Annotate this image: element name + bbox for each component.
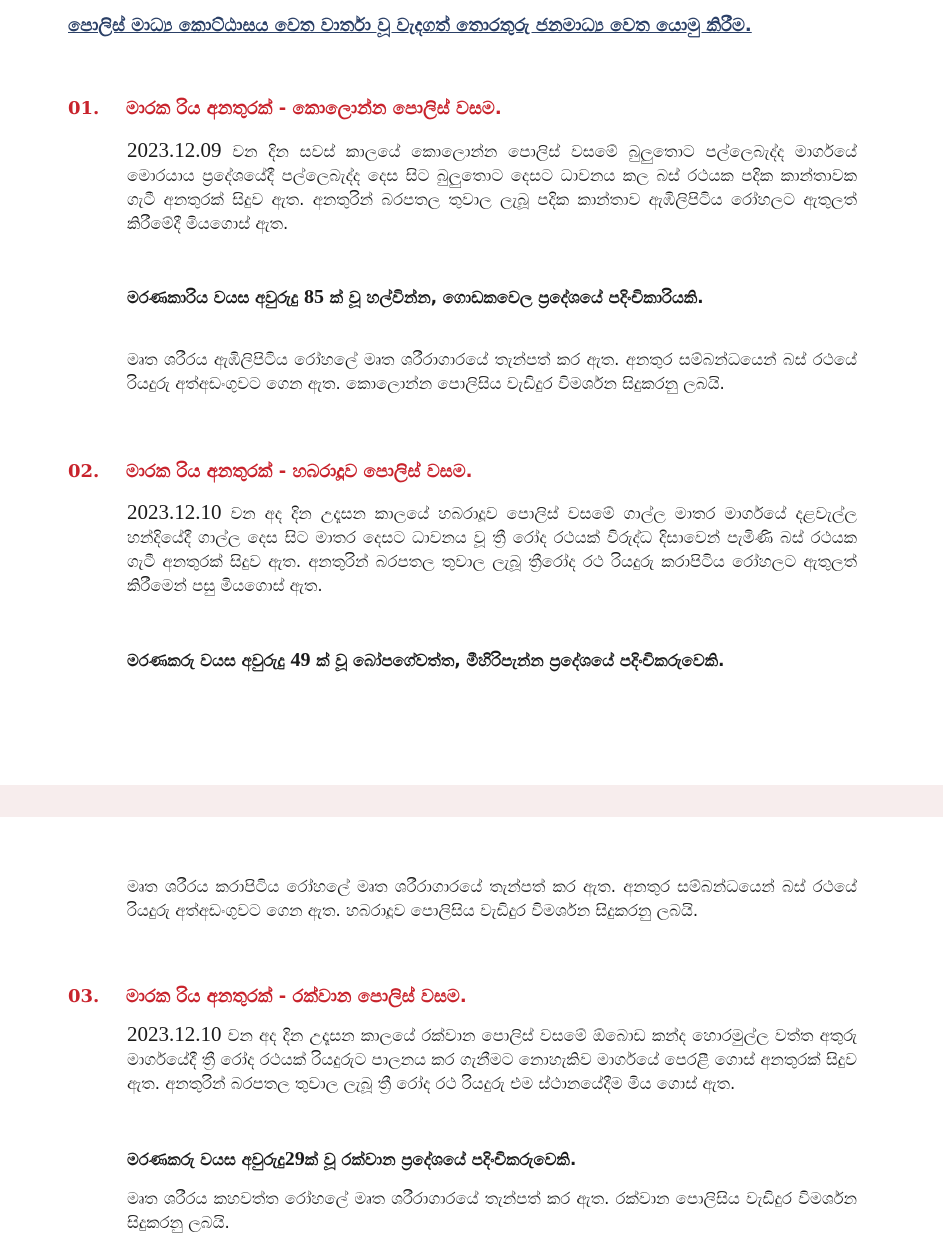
section-3-victim xyxy=(127,1147,857,1172)
section-1-victim xyxy=(127,285,857,310)
section-3-victim-age: 29 xyxy=(284,1148,305,1170)
section-1-number: 01. xyxy=(68,98,100,119)
page-break xyxy=(0,785,943,817)
section-2-victim-prefix: මරණකරු වයස අවුරුදු xyxy=(127,651,285,670)
section-1-event xyxy=(127,138,857,236)
section-2-victim xyxy=(127,648,857,673)
section-2-number: 02. xyxy=(68,461,100,482)
section-3-victim-prefix: මරණකරු වයස අවුරුදු xyxy=(127,1150,285,1169)
section-1-date: 2023.12.09 xyxy=(127,138,222,162)
section-3-event-text: වන අද දින උදෑසන කාලයේ රක්වාන පොලිස් වසමේ ඕබොඩ කන්ද හොරමුල්ල වත්ත අතුරු මාර්ගයේදී ත්‍රී රෝද රථයක් රියදුරුට පාලනය කර ගැනීමට නොහැකිව මාර්ගයේ පෙරළී ගොස් අනතුරක් සිදුව ඇත. අනතුරින් බරපතල තුවාල ලැබූ ත්‍රී රෝද රථ රියදුරු එම ස්ථානයේදීම මිය ගොස් ඇත. xyxy=(127,1026,857,1093)
section-2-date: 2023.12.10 xyxy=(127,500,222,524)
section-2-event xyxy=(127,500,857,598)
page-headline: පොලිස් මාධ්‍ය කොට්ඨාසය වෙත වාර්තා වූ වැදගත් තොරතුරු ජනමාධ්‍ය වෙත යොමු කිරීම. xyxy=(68,15,752,36)
section-3-title xyxy=(68,985,868,1009)
section-3-followup: මෘත ශරීරය කහවත්ත රෝහලේ මෘත ශරීරාගාරයේ තැන්පත් කර ඇත. රක්වාන පොලිසිය වැඩිදුර විමර්ශන සිදුකරනු ලබයි. xyxy=(127,1189,857,1232)
section-2-victim-suffix: ක් වූ බෝපගේවත්ත, මීහිරිපැන්න ප්‍රදේශයේ පදිංචිකරුවෙකි. xyxy=(316,651,725,670)
section-1-victim-suffix: ක් වූ හල්වින්න, ගොඩකවෙල ප්‍රදේශයේ පදිංචිකාරියකි. xyxy=(329,288,704,307)
section-1-victim-prefix: මරණකාරිය වයස අවුරුදු xyxy=(127,288,299,307)
section-2-followup: මෘත ශරීරය කරාපිටිය රෝහලේ මෘත ශරීරාගාරයේ තැන්පත් කර ඇත. අනතුර සම්බන්ධයෙන් බස් රථයේ රියදුරු අත්අඩංගුවට ගෙන ඇත. හබරාදූව පොලිසිය වැඩිදුර විමර්ශන සිදුකරනු ලබයි. xyxy=(127,877,857,920)
section-1-title xyxy=(68,97,868,121)
section-2-title xyxy=(68,460,868,484)
section-3-victim-suffix: ක් වූ රක්වාන ප්‍රදේශයේ පදිංචිකරුවෙකි. xyxy=(304,1150,577,1169)
section-1-followup: මෘත ශරීරය ඇඹිලිපිටිය රෝහලේ මෘත ශරීරාගාරයේ තැන්පත් කර ඇත. අනතුර සම්බන්ධයෙන් බස් රථයේ රියදුරු අත්අඩංගුවට ගෙන ඇත. කොලොන්න පොලිසිය වැඩිදුර විමර්ශන සිදුකරනු ලබයි. xyxy=(127,350,857,393)
document-page-2 xyxy=(0,817,943,1256)
section-3-event xyxy=(127,1022,857,1096)
section-2-event-text: වන අද දින උදෑසන කාලයේ හබරාදූව පොලිස් වසමේ ගාල්ල මාතර මාර්ගයේ දළවැල්ල හන්දියේදී ගාල්ල දෙස සිට මාතර දෙසට ධාවනය වූ ත්‍රී රෝද රථයක් විරුද්ධ දිසාවෙන් පැමිණි බස් රථයක ගැටී අනතුරක් සිදුව ඇත. අනතුරින් බරපතල තුවාල ලැබූ ත්‍රීරෝද රථ රියදුරු කරාපිටිය රෝහලට ඇතුලත් කිරීමෙන් පසු මියගොස් ඇත. xyxy=(127,504,858,595)
section-2-victim-age: 49 xyxy=(290,649,311,671)
section-1-victim-age: 85 xyxy=(304,286,324,308)
section-1-heading: මාරක රිය අනතුරක් - කොලොන්න පොලිස් වසම. xyxy=(126,98,502,119)
section-3-heading: මාරක රිය අනතුරක් - රක්වාන පොලිස් වසම. xyxy=(126,986,467,1007)
section-1-event-text: වන දින සවස් කාලයේ කොලොන්න පොලිස් වසමේ බුලුතොට පල්ලෙබැද්ද මාර්ගයේ මොරයාය ප්‍රදේශයේදී පල්ලෙබැද්ද දෙස සිට බුලුතොට දෙසට ධාවනය කල බස් රථයක පදික කාන්තාවක ගැටී අනතුරක් සිදුව ඇත. අනතුරින් බරපතල තුවාල ලැබූ පදික කාන්තාව ඇඹිලිපිටිය රෝහලට ඇතුලත් කිරීමේදී මියගොස් ඇත. xyxy=(127,142,857,233)
section-3-number: 03. xyxy=(68,986,100,1007)
section-3-date: 2023.12.10 xyxy=(127,1022,222,1046)
section-2-heading: මාරක රිය අනතුරක් - හබරාදූව පොලිස් වසම. xyxy=(126,461,473,482)
